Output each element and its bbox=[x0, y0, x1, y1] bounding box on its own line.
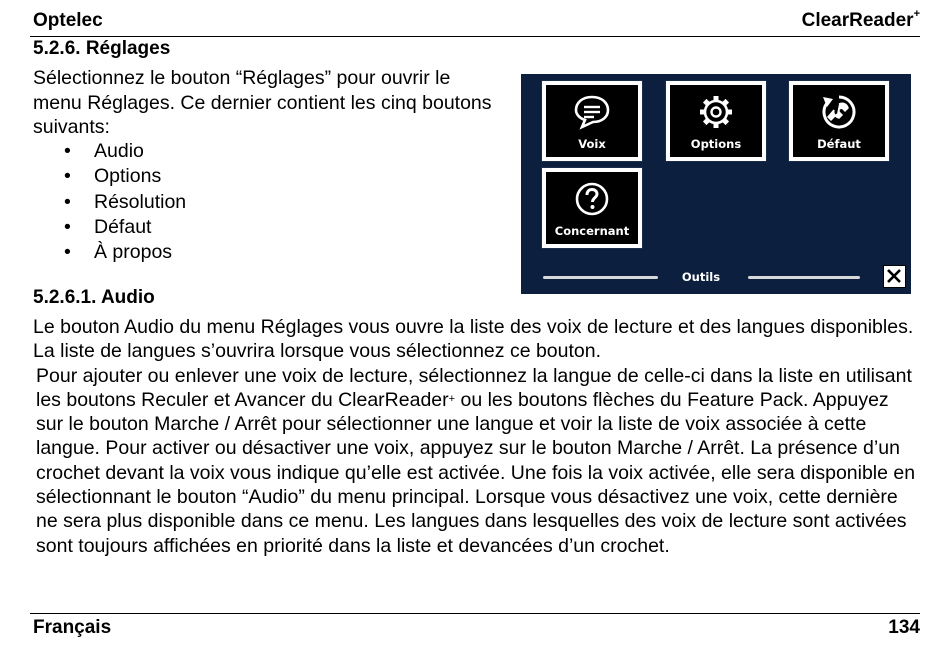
tile-label: Options bbox=[690, 137, 742, 151]
header-rule bbox=[30, 36, 920, 37]
section-title: 5.2.6. Réglages bbox=[33, 38, 171, 59]
options-tile bbox=[665, 80, 767, 162]
toolbar-divider-right bbox=[748, 276, 860, 279]
settings-menu-screenshot bbox=[521, 74, 911, 294]
tile-label: Voix bbox=[578, 137, 606, 151]
subsection-body bbox=[33, 315, 918, 558]
subsection-title: 5.2.6.1. Audio bbox=[33, 287, 155, 308]
header-product bbox=[802, 10, 920, 32]
close-icon bbox=[884, 266, 904, 286]
section-intro: Sélectionnez le bouton “Réglages” pour ouvrir le menu Réglages. Ce dernier contient les cinq boutons suivants: bbox=[33, 67, 492, 138]
product-superscript: + bbox=[448, 392, 456, 405]
tile-label: Défaut bbox=[817, 137, 861, 151]
product-name: ClearReader bbox=[801, 10, 914, 31]
voix-tile bbox=[541, 80, 643, 162]
speech-bubble-icon bbox=[572, 93, 612, 131]
question-icon bbox=[573, 180, 611, 218]
gear-icon bbox=[697, 93, 735, 131]
paragraph-part: ou les boutons flèches du Feature Pack. Appuyez sur le bouton Marche / Arrêt pour sélectionner une langue et voir la liste de voix associée à cette langue. Pour activer ou désactiver une voix, appuyez sur le bouton Marche / Arrêt. La présence d’un crochet devant la voix vous indique qu’elle est activée. Une fois la voix activée, elle sera disponible en sélectionnant le bouton “Audio” du menu principal. Lorsque vous désactivez une voix, cette dernière ne sera plus disponible dans ce menu. Les langues dans lesquelles des voix de lecture sont activées sont toujours affichées en priorité dans la liste et devancées d’un crochet. bbox=[36, 388, 916, 557]
screen-title: Outils bbox=[681, 270, 721, 284]
list-item: • Défaut bbox=[33, 215, 186, 240]
close-button bbox=[883, 265, 906, 288]
tile-label: Concernant bbox=[554, 224, 630, 238]
concernant-tile bbox=[541, 167, 643, 249]
product-superscript: + bbox=[913, 8, 920, 20]
toolbar-divider-left bbox=[543, 276, 658, 279]
defaut-tile bbox=[788, 80, 890, 162]
list-item: • À propos bbox=[33, 240, 186, 265]
header-brand: Optelec bbox=[33, 10, 103, 31]
paragraph: Le bouton Audio du menu Réglages vous ouvre la liste des voix de lecture et des langues disponibles. La liste de langues s’ouvrira lorsque vous sélectionnez ce bouton. bbox=[33, 316, 914, 363]
paragraph bbox=[33, 364, 918, 558]
footer-language: Français bbox=[33, 617, 112, 638]
paragraph-part: Pour ajouter ou enlever une voix de lecture, sélectionnez la langue de celle-ci dans la liste en utilisant les boutons Reculer et Avancer du ClearReader bbox=[36, 364, 912, 411]
list-item: • Options bbox=[33, 164, 186, 189]
wrench-reset-icon bbox=[819, 93, 859, 131]
list-item: • Audio bbox=[33, 139, 186, 164]
list-item: • Résolution bbox=[33, 190, 186, 215]
footer-rule bbox=[30, 613, 920, 614]
settings-button-list bbox=[33, 139, 186, 265]
page-number: 134 bbox=[888, 617, 920, 638]
